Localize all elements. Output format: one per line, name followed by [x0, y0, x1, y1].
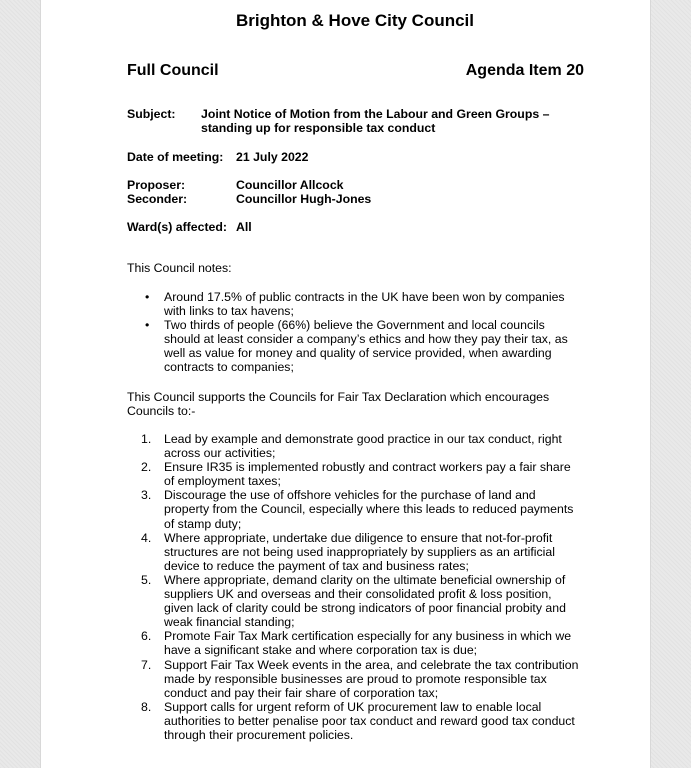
list-item: • Around 17.5% of public contracts in the UK have been won by companies with links to tax havens; [145, 290, 565, 319]
seconder-value: Councillor Hugh-Jones [236, 192, 372, 206]
supports-intro: This Council supports the Councils for Fair Tax Declaration which encourages Councils to:- [127, 390, 550, 418]
bullet-icon: • [145, 318, 150, 333]
proposer-value: Councillor Allcock [236, 178, 344, 192]
date-field [127, 150, 583, 166]
list-item: 5. Where appropriate, demand clarity on the ultimate beneficial ownership of suppliers UK and overseas and their consolidated profit & loss position, given lack of clarity could be strong indicators of poor financial probity and weak financial standing; [141, 572, 566, 630]
council-name: Brighton & Hove City Council [236, 11, 474, 30]
notes-intro: This Council notes: [127, 261, 232, 275]
list-item: • Two thirds of people (66%) believe the Government and local councils should at least consider a company’s ethics and how they pay their tax, as well as value for money and quality of service provided, when awarding contracts to companies; [145, 318, 568, 375]
list-item: 7. Support Fair Tax Week events in the area, and celebrate the tax contribution made by responsible businesses are proud to promote responsible tax conduct and pay their fair share of corporation tax; [141, 657, 579, 700]
list-item: 6. Promote Fair Tax Mark certification especially for any business in which we have a significant stake and where corporation tax is due; [141, 629, 572, 658]
list-item: 2. Ensure IR35 is implemented robustly and contract workers pay a fair share of employment taxes; [141, 460, 571, 489]
seconder-field [127, 192, 583, 208]
proposer-label: Proposer: [127, 178, 186, 192]
agenda-item: Agenda Item 20 [465, 62, 584, 79]
seconder-label: Seconder: [127, 192, 188, 206]
list-item: 3. Discourage the use of offshore vehicles for the purchase of land and property from the Council, especially where this leads to reduced payments of stamp duty; [141, 488, 574, 531]
meeting-header [127, 62, 583, 82]
list-item: 1. Lead by example and demonstrate good practice in our tax conduct, right across our activities; [141, 432, 562, 461]
list-item: 4. Where appropriate, undertake due diligence to ensure that not-for-profit structures are not being used inappropriately by suppliers as an artificial device to reduce the payment of tax and business rates; [141, 530, 555, 573]
date-label: Date of meeting: [127, 150, 224, 164]
subject-value: Joint Notice of Motion from the Labour and Green Groups – standing up for responsible tax conduct [201, 107, 550, 135]
subject-field [127, 107, 583, 137]
list-item: 8. Support calls for urgent reform of UK procurement law to enable local authorities to better penalise poor tax conduct and reward good tax conduct through their procurement policies. [141, 699, 575, 742]
bullet-icon: • [145, 290, 150, 304]
notes-list [127, 290, 583, 375]
actions-list [127, 432, 583, 742]
meeting-name: Full Council [127, 62, 219, 79]
document-page [40, 0, 651, 768]
date-value: 21 July 2022 [236, 150, 309, 164]
wards-field [127, 220, 583, 236]
subject-label: Subject: [127, 107, 176, 121]
wards-value: All [236, 220, 252, 234]
wards-label: Ward(s) affected: [127, 220, 227, 234]
